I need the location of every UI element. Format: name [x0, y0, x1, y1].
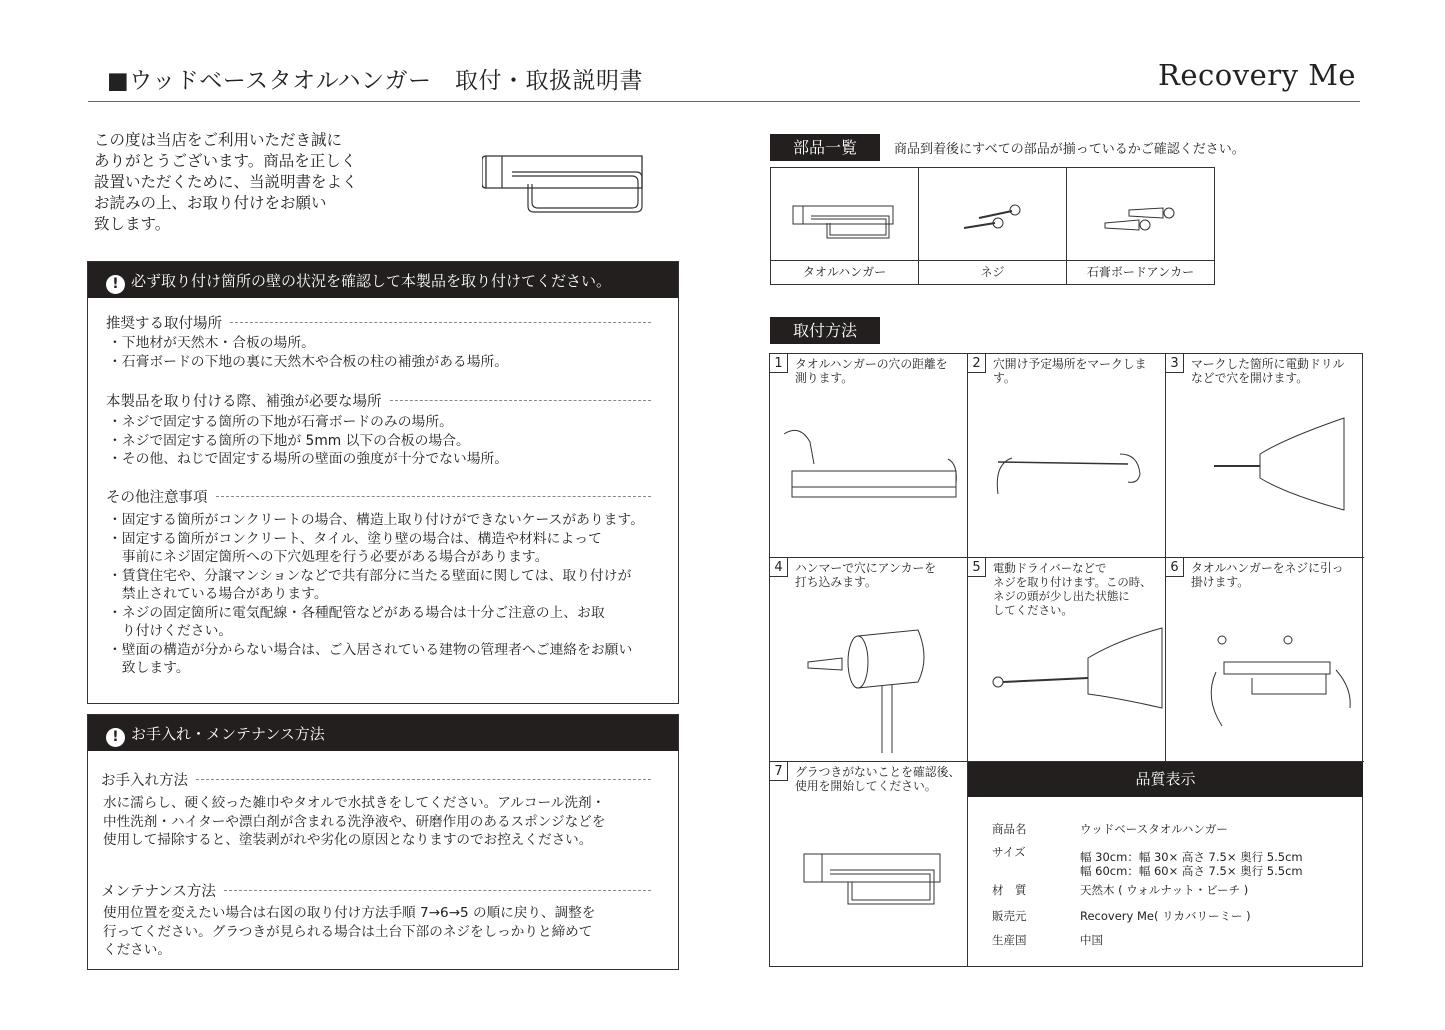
measuring-illustration — [770, 354, 968, 558]
section-heading: 推奨する取付場所 — [106, 312, 651, 333]
marking-illustration — [968, 354, 1166, 558]
parts-label: 部品一覧 — [770, 134, 880, 161]
quality-header: 品質表示 — [968, 762, 1363, 797]
install-step — [770, 354, 968, 558]
section-heading: その他注意事項 — [106, 486, 651, 507]
install-step — [1166, 354, 1364, 558]
step-number: 4 — [770, 558, 788, 577]
hammer-illustration — [770, 558, 968, 762]
step-number: 2 — [968, 354, 986, 373]
parts-table — [770, 167, 1215, 285]
exclamation-icon: ! — [106, 275, 125, 294]
install-step — [968, 558, 1166, 762]
section-body: 使用位置を変えたい場合は右図の取り付け方法手順 7→6→5 の順に戻り、調整を 行ってください。グラつきが見られる場合は土台下部のネジをしっかりと締めて ください。 — [103, 905, 596, 958]
step-text: 電動ドライバーなどで ネジを取り付けます。この時、 ネジの頭が少し出た状態に してください。 — [993, 561, 1152, 617]
parts-cell — [771, 168, 919, 260]
intro-line: 設置いただくために、当説明書をよく — [94, 173, 358, 191]
warning-heading: 必ず取り付け箇所の壁の状況を確認して本製品を取り付けてください。 — [131, 272, 612, 290]
install-step — [770, 558, 968, 762]
maintenance-heading: お手入れ・メンテナンス方法 — [131, 725, 325, 743]
towel-hanger-icon — [771, 168, 919, 260]
maintenance-header — [88, 715, 678, 751]
brand-logo: Recovery Me — [1158, 58, 1357, 92]
install-step — [968, 354, 1166, 558]
parts-caption: タオルハンガー — [771, 260, 919, 284]
install-step — [1166, 558, 1364, 762]
screwdriver-illustration — [968, 558, 1166, 762]
parts-note: 商品到着後にすべての部品が揃っているかご確認ください。 — [894, 142, 1245, 157]
step-number: 6 — [1166, 558, 1184, 577]
intro-line: ありがとうございます。商品を正しく — [94, 152, 357, 170]
section-body: ・下地材が天然木・合板の場所。 ・石膏ボードの下地の裏に天然木や合板の柱の補強がある場所。 — [108, 335, 509, 370]
header-divider — [88, 101, 1360, 102]
step-number: 7 — [770, 762, 788, 781]
section-heading: 本製品を取り付ける際、補強が必要な場所 — [106, 390, 651, 411]
page-title: ■ウッドベースタオルハンガー 取付・取扱説明書 — [107, 68, 644, 94]
parts-cell — [1067, 168, 1214, 260]
intro-line: 致します。 — [94, 215, 171, 233]
step-number: 5 — [968, 558, 986, 577]
section-heading: お手入れ方法 — [101, 769, 651, 790]
step-text: マークした箇所に電動ドリル などで穴を開けます。 — [1191, 357, 1345, 385]
step-number: 1 — [770, 354, 788, 373]
quality-panel: 品質表示 商品名 ウッドベースタオルハンガー サイズ 幅 30cm：幅 30× 高さ 7.5× 奥行 5.5cm 幅 60cm：幅 60× 高さ 7.5× 奥行 5.5cm 材 質 天然木 ( ウォルナット・ビーチ ) 販売元 Recovery Me( リカバリーミー ) 生産国 中国 — [968, 762, 1363, 967]
anchor-icon — [1067, 168, 1214, 260]
drill-illustration — [1166, 354, 1364, 558]
hanging-illustration — [1166, 558, 1364, 762]
towel-hanger-illustration — [482, 150, 652, 220]
screw-icon — [919, 168, 1067, 260]
install-step — [770, 762, 968, 967]
install-label: 取付方法 — [770, 317, 880, 344]
step-text: ハンマーで穴にアンカーを 打ち込みます。 — [795, 561, 937, 589]
maintenance-box — [87, 714, 679, 970]
step-text: タオルハンガーをネジに引っ 掛けます。 — [1191, 561, 1344, 589]
section-heading: メンテナンス方法 — [101, 880, 651, 901]
intro-line: お読みの上、お取り付けをお願い — [94, 194, 327, 212]
parts-cell — [919, 168, 1067, 260]
towel-hanger-icon — [770, 762, 968, 967]
parts-caption: 石膏ボードアンカー — [1067, 260, 1214, 284]
step-text: 穴開け予定場所をマークします。 — [993, 357, 1147, 385]
install-steps — [769, 353, 1363, 967]
section-body: ・固定する箇所がコンクリートの場合、構造上取り付けができないケースがあります。 ・固定する箇所がコンクリート、タイル、塗り壁の場合は、構造や材料によって 事前にネジ固定箇所への下穴処理を行う必要がある場合があります。 ・賃貸住宅や、分譲マンションなどで共有部分に当たる壁面に関しては、取り付けが 禁止されている場合があります。 ・ネジの固定箇所に電気配線・各種配管などがある場合は十分ご注意の上、お取 り付けください。 ・壁面の構造が分からない場合は、ご入居されている建物の管理者へご連絡をお願い 致します。 — [108, 512, 645, 676]
step-number: 3 — [1166, 354, 1184, 373]
section-body: 水に濡らし、硬く絞った雑巾やタオルで水拭きをしてください。アルコール洗剤・ 中性洗剤・ハイターや漂白剤が含まれる洗浄液や、研磨作用のあるスポンジなどを 使用して掃除すると、塗装剥がれや劣化の原因となりますのでお控えください。 — [103, 795, 606, 848]
warning-header — [88, 262, 678, 298]
warning-box — [87, 261, 679, 704]
exclamation-icon: ! — [106, 728, 125, 747]
parts-caption: ネジ — [919, 260, 1067, 284]
section-body: ・ネジで固定する箇所の下地が石膏ボードのみの場所。 ・ネジで固定する箇所の下地が 5mm 以下の合板の場合。 ・その他、ねじで固定する場所の壁面の強度が十分でない場所。 — [108, 414, 509, 467]
step-text: グラつきがないことを確認後、 使用を開始してください。 — [795, 765, 961, 793]
step-text: タオルハンガーの穴の距離を 測ります。 — [795, 357, 948, 385]
intro-text — [94, 130, 404, 235]
intro-line: この度は当店をご利用いただき誠に — [94, 131, 343, 149]
